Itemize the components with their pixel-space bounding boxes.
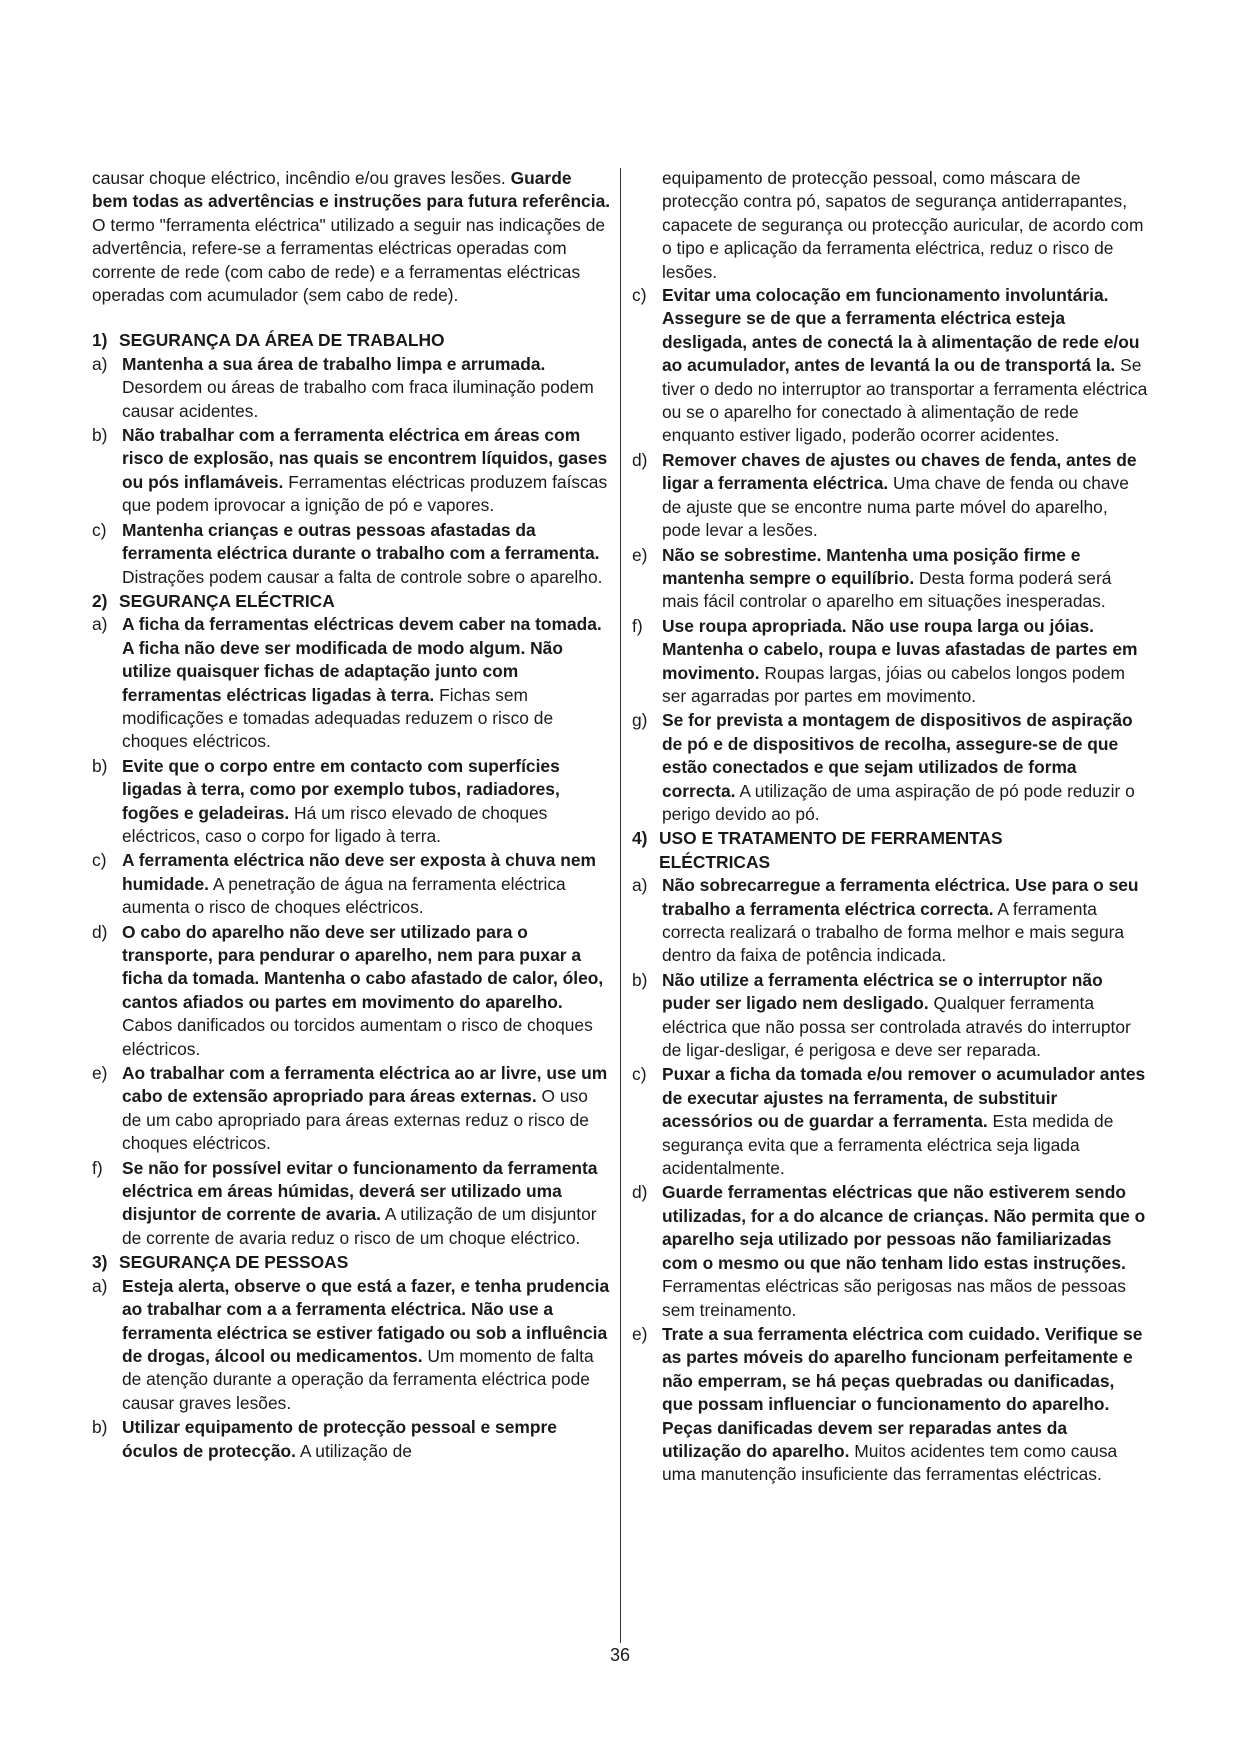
section-2-item-b: b) Evite que o corpo entre em contacto com superfícies ligadas à terra, como por exemplo tubos, radiadores, fogões e geladeiras. Há um risco elevado de choques eléctricos, caso o corpo for ligado à terra. <box>92 755 560 846</box>
section-1-item-b: b) Não trabalhar com a ferramenta eléctrica em áreas com risco de explosão, nas quais se encontrem líquidos, gases ou pós inflamáveis. Ferramentas eléctricas produzem faíscas que podem iprovocar a ignição de pó e vapores. <box>92 425 608 516</box>
section-2-item-d: d) O cabo do aparelho não deve ser utilizado para o transporte, para pendurar o aparelho, nem para puxar a ficha da tomada. Mantenha o cabo afastado de calor, óleo, cantos afiados ou partes em movimento do aparelho. Cabos danificados ou torcidos aumentam o risco de choques eléctricos. <box>92 921 604 1059</box>
section-3-item-e: e) Não se sobrestime. Mantenha uma posição firme e mantenha sempre o equilíbrio. Desta forma poderá será mais fácil controlar o aparelho em situações inesperadas. <box>632 544 1112 612</box>
section-3-item-d: d) Remover chaves de ajustes ou chaves de fenda, antes de ligar a ferramenta eléctrica. Uma chave de fenda ou chave de ajuste que se encontre numa parte móvel do aparelho, pode levar a lesões. <box>632 449 1137 541</box>
intro-paragraph <box>92 167 612 307</box>
section-3-item-b: b) Utilizar equipamento de protecção pessoal e sempre óculos de protecção. A utilização de <box>92 1417 557 1461</box>
section-2-item-e: e) Ao trabalhar com a ferramenta eléctrica ao ar livre, use um cabo de extensão apropriado para áreas externas. O uso de um cabo apropriado para áreas externas reduz o risco de choques eléctricos. <box>92 1063 608 1154</box>
section-1-heading: 1) SEGURANÇA DA ÁREA DE TRABALHO <box>92 330 445 351</box>
section-2-item-f: f) Se não for possível evitar o funcionamento da ferramenta eléctrica em áreas húmidas, deverá ser utilizado uma disjuntor de corrente de avaria. A utilização de um disjuntor de corrente de avaria reduz o risco de um choque eléctrico. <box>92 1157 598 1248</box>
section-2-item-c: c) A ferramenta eléctrica não deve ser exposta à chuva nem humidade. A penetração de água na ferramenta eléctrica aumenta o risco de choques eléctricos. <box>92 850 596 918</box>
section-4-item-c: c) Puxar a ficha da tomada e/ou remover o acumulador antes de executar ajustes na ferramenta, de substituir acessórios ou de guardar a ferramenta. Esta medida de segurança evita que a ferramenta eléctrica seja ligada acidentalmente. <box>632 1064 1146 1179</box>
section-3-item-f: f) Use roupa apropriada. Não use roupa larga ou jóias. Mantenha o cabelo, roupa e luvas afastadas de partes em movimento. Roupas largas, jóias ou cabelos longos podem ser agarradas por partes em movimento. <box>632 615 1138 706</box>
section-4-item-b: b) Não utilize a ferramenta eléctrica se o interruptor não puder ser ligado nem desligado. Qualquer ferramenta eléctrica que não possa ser controlada através do interruptor de ligar-desligar, é perigosa e deve ser reparada. <box>632 969 1131 1061</box>
section-3-item-c: c) Evitar uma colocação em funcionamento involuntária. Assegure se de que a ferramenta eléctrica esteja desligada, antes de conectá la à alimentação de rede e/ou ao acumulador, antes de levantá la ou de transportá la. Se tiver o dedo no interruptor ao transportar a ferramenta eléctrica ou se o aparelho for conectado à alimentação de rede enquanto estiver ligado, poderão ocorrer acidentes. <box>632 285 1148 446</box>
section-4-item-d: d) Guarde ferramentas eléctricas que não estiverem sendo utilizadas, for a do alcance de crianças. Não permita que o aparelho seja utilizado por pessoas não familiarizadas com o mesmo ou que não tenham lido estas instruções. Ferramentas eléctricas são perigosas nas mãos de pessoas sem treinamento. <box>632 1182 1146 1320</box>
section-1-item-c: c) Mantenha crianças e outras pessoas afastadas da ferramenta eléctrica durante o trabalho com a ferramenta. Distrações podem causar a falta de controle sobre o aparelho. <box>92 519 603 587</box>
column-divider <box>620 168 621 1643</box>
section-3-heading: 3) SEGURANÇA DE PESSOAS <box>92 1252 349 1273</box>
page-number: 36 <box>609 1645 631 1665</box>
intro-bold: Guarde bem todas as advertências e instruções para futura referência. <box>92 168 611 212</box>
intro-rest: O termo "ferramenta eléctrica" utilizado a seguir nas indicações de advertência, refere-se a ferramentas eléctricas operadas com corrente de rede (com cabo de rede) e a ferramentas eléctricas operadas com acumulador (sem cabo de rede). <box>92 214 606 306</box>
right-column <box>632 167 1150 1488</box>
section-4-item-a: a) Não sobrecarregue a ferramenta eléctrica. Use para o seu trabalho a ferramenta eléctrica correcta. A ferramenta correcta realizará o trabalho de forma melhor e mais segura dentro da faixa de potência indicada. <box>632 875 1139 966</box>
section-4-item-e: e) Trate a sua ferramenta eléctrica com cuidado. Verifique se as partes móveis do aparelho funcionam perfeitamente e não emperram, se há peças quebradas ou danificadas, que possam influenciar o funcionamento do aparelho. Peças danificadas devem ser reparadas antes da utilização do aparelho. Muitos acidentes tem como causa uma manutenção insuficiente das ferramentas eléctricas. <box>632 1323 1143 1485</box>
section-2-heading: 2) SEGURANÇA ELÉCTRICA <box>92 590 335 611</box>
section-1-item-a: a) Mantenha a sua área de trabalho limpa e arrumada. Desordem ou áreas de trabalho com fraca iluminação podem causar acidentes. <box>92 353 594 421</box>
section-3-item-a: a) Esteja alerta, observe o que está a fazer, e tenha prudencia ao trabalhar com a a ferramenta eléctrica. Não use a ferramenta eléctrica se estiver fatigado ou sob a influência de drogas, álcool ou medicamentos. Um momento de falta de atenção durante a operação da ferramenta eléctrica pode causar graves lesões. <box>92 1275 610 1413</box>
section-3-item-g: g) Se for prevista a montagem de dispositivos de aspiração de pó e de dispositivos de recolha, assegure-se de que estão conectados e que sejam utilizados de forma correcta. A utilização de uma aspiração de pó pode reduzir o perigo devido ao pó. <box>632 710 1135 824</box>
left-column <box>92 167 612 1464</box>
section-2-item-a: a) A ficha da ferramentas eléctricas devem caber na tomada. A ficha não deve ser modificada de modo algum. Não utilize quaisquer fichas de adaptação junto com ferramentas eléctricas ligadas à terra. Fichas sem modificações e tomadas adequadas reduzem o risco de choques eléctricos. <box>92 614 602 752</box>
intro-text: causar choque eléctrico, incêndio e/ou graves lesões. <box>92 168 506 188</box>
section-4-heading: 4) USO E TRATAMENTO DE FERRAMENTAS ELÉCTRICAS <box>632 828 1003 872</box>
continuation-text: equipamento de protecção pessoal, como máscara de protecção contra pó, sapatos de segurança antiderrapantes, capacete de segurança ou protecção auricular, de acordo com o tipo e aplicação da ferramenta eléctrica, reduz o risco de lesões. <box>662 168 1144 282</box>
